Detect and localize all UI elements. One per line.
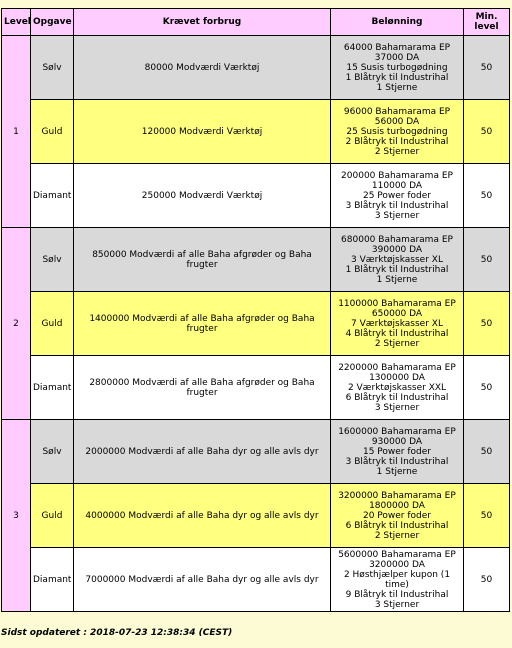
required-cell: 250000 Modværdi Værktøj <box>74 164 331 228</box>
reward-line: 110000 DA <box>371 180 423 191</box>
table-row <box>2 420 510 484</box>
reward-line: 2 Stjerner <box>374 146 420 157</box>
table-header-row <box>2 9 510 36</box>
last-updated: Sidst opdateret : 2018-07-23 12:38:34 (CEST) <box>1 628 233 638</box>
min-level-cell: 50 <box>464 548 510 612</box>
reward-line: 1 Blåtryk til Industrihal <box>345 72 449 83</box>
header-min-level: Min. level <box>464 9 510 36</box>
reward-line: 1 Stjerne <box>376 274 418 285</box>
reward-line: 37000 DA <box>374 52 420 63</box>
header-task: Opgave <box>31 9 74 36</box>
reward-line: 25 Susis turbogødning <box>346 126 448 137</box>
reward-line: 200000 Bahamarama EP <box>341 170 453 181</box>
table-row <box>2 548 510 612</box>
reward-line: 15 Susis turbogødning <box>346 62 448 73</box>
table-row <box>2 164 510 228</box>
reward-line: 1800000 DA <box>369 500 425 511</box>
reward-line: 5600000 Bahamarama EP <box>338 549 456 560</box>
reward-line: 3 Stjerner <box>374 402 420 413</box>
header-reward: Belønning <box>331 9 464 36</box>
reward-line: 1600000 Bahamarama EP <box>338 426 456 437</box>
reward-line: 2 Blåtryk til Industrihal <box>345 136 449 147</box>
reward-line: 7 Værktøjskasser XL <box>351 318 443 329</box>
min-level-cell: 50 <box>464 164 510 228</box>
task-cell: Diamant <box>31 164 74 228</box>
task-cell: Guld <box>31 292 74 356</box>
task-cell: Diamant <box>31 548 74 612</box>
reward-line: 2 Stjerner <box>374 530 420 541</box>
reward-line: 2 Høsthjælper kupon (1 time) <box>343 569 451 590</box>
reward-line: 3200000 Bahamarama EP <box>338 490 456 501</box>
table-row <box>2 36 510 100</box>
min-level-cell: 50 <box>464 484 510 548</box>
reward-line: 2200000 Bahamarama EP <box>338 362 456 373</box>
reward-line: 3200000 DA <box>369 559 425 570</box>
reward-cell <box>331 484 464 548</box>
header-level: Level <box>2 9 31 36</box>
reward-cell <box>331 164 464 228</box>
required-cell: 7000000 Modværdi af alle Baha dyr og alle avls dyr <box>74 548 331 612</box>
reward-line: 1300000 DA <box>369 372 425 383</box>
table-row <box>2 356 510 420</box>
table-row <box>2 292 510 356</box>
reward-line: 15 Power foder <box>362 446 431 457</box>
header-required: Krævet forbrug <box>74 9 331 36</box>
reward-line: 680000 Bahamarama EP <box>341 234 453 245</box>
min-level-cell: 50 <box>464 292 510 356</box>
required-cell: 4000000 Modværdi af alle Baha dyr og alle avls dyr <box>74 484 331 548</box>
task-cell: Sølv <box>31 420 74 484</box>
reward-line: 2 Værktøjskasser XXL <box>347 382 447 393</box>
min-level-cell: 50 <box>464 420 510 484</box>
level-cell: 2 <box>2 228 31 420</box>
reward-line: 25 Power foder <box>362 190 431 201</box>
reward-table <box>1 8 510 612</box>
required-cell: 2000000 Modværdi af alle Baha dyr og alle avls dyr <box>74 420 331 484</box>
reward-line: 3 Værktøjskasser XL <box>351 254 443 265</box>
reward-line: 56000 DA <box>374 116 420 127</box>
reward-line: 1 Blåtryk til Industrihal <box>345 264 449 275</box>
reward-line: 650000 DA <box>371 308 423 319</box>
reward-cell <box>331 356 464 420</box>
level-cell: 3 <box>2 420 31 612</box>
reward-line: 6 Blåtryk til Industrihal <box>345 520 449 531</box>
reward-line: 3 Blåtryk til Industrihal <box>345 456 449 467</box>
table-row <box>2 100 510 164</box>
reward-line: 2 Stjerner <box>374 338 420 349</box>
min-level-cell: 50 <box>464 356 510 420</box>
reward-cell <box>331 36 464 100</box>
reward-line: 930000 DA <box>371 436 423 447</box>
reward-line: 3 Stjerner <box>374 599 420 610</box>
min-level-cell: 50 <box>464 36 510 100</box>
table-row <box>2 228 510 292</box>
reward-line: 20 Power foder <box>362 510 431 521</box>
min-level-cell: 50 <box>464 100 510 164</box>
reward-cell <box>331 292 464 356</box>
reward-cell <box>331 100 464 164</box>
required-cell: 120000 Modværdi Værktøj <box>74 100 331 164</box>
required-cell: 2800000 Modværdi af alle Baha afgrøder og Baha frugter <box>74 356 331 420</box>
reward-line: 9 Blåtryk til Industrihal <box>345 589 449 600</box>
reward-line: 3 Stjerner <box>374 210 420 221</box>
reward-cell <box>331 548 464 612</box>
reward-line: 390000 DA <box>371 244 423 255</box>
table-body <box>2 36 510 612</box>
reward-line: 4 Blåtryk til Industrihal <box>345 328 449 339</box>
required-cell: 1400000 Modværdi af alle Baha afgrøder og Baha frugter <box>74 292 331 356</box>
reward-line: 64000 Bahamarama EP <box>343 42 451 53</box>
reward-line: 1100000 Bahamarama EP <box>338 298 456 309</box>
required-cell: 80000 Modværdi Værktøj <box>74 36 331 100</box>
task-cell: Guld <box>31 100 74 164</box>
required-cell: 850000 Modværdi af alle Baha afgrøder og Baha frugter <box>74 228 331 292</box>
reward-line: 6 Blåtryk til Industrihal <box>345 392 449 403</box>
task-cell: Sølv <box>31 228 74 292</box>
reward-cell <box>331 228 464 292</box>
reward-line: 1 Stjerne <box>376 466 418 477</box>
table-row <box>2 484 510 548</box>
reward-line: 1 Stjerne <box>376 82 418 93</box>
reward-line: 3 Blåtryk til Industrihal <box>345 200 449 211</box>
task-cell: Diamant <box>31 356 74 420</box>
reward-line: 96000 Bahamarama EP <box>343 106 451 117</box>
task-cell: Guld <box>31 484 74 548</box>
task-cell: Sølv <box>31 36 74 100</box>
min-level-cell: 50 <box>464 228 510 292</box>
reward-cell <box>331 420 464 484</box>
level-cell: 1 <box>2 36 31 228</box>
